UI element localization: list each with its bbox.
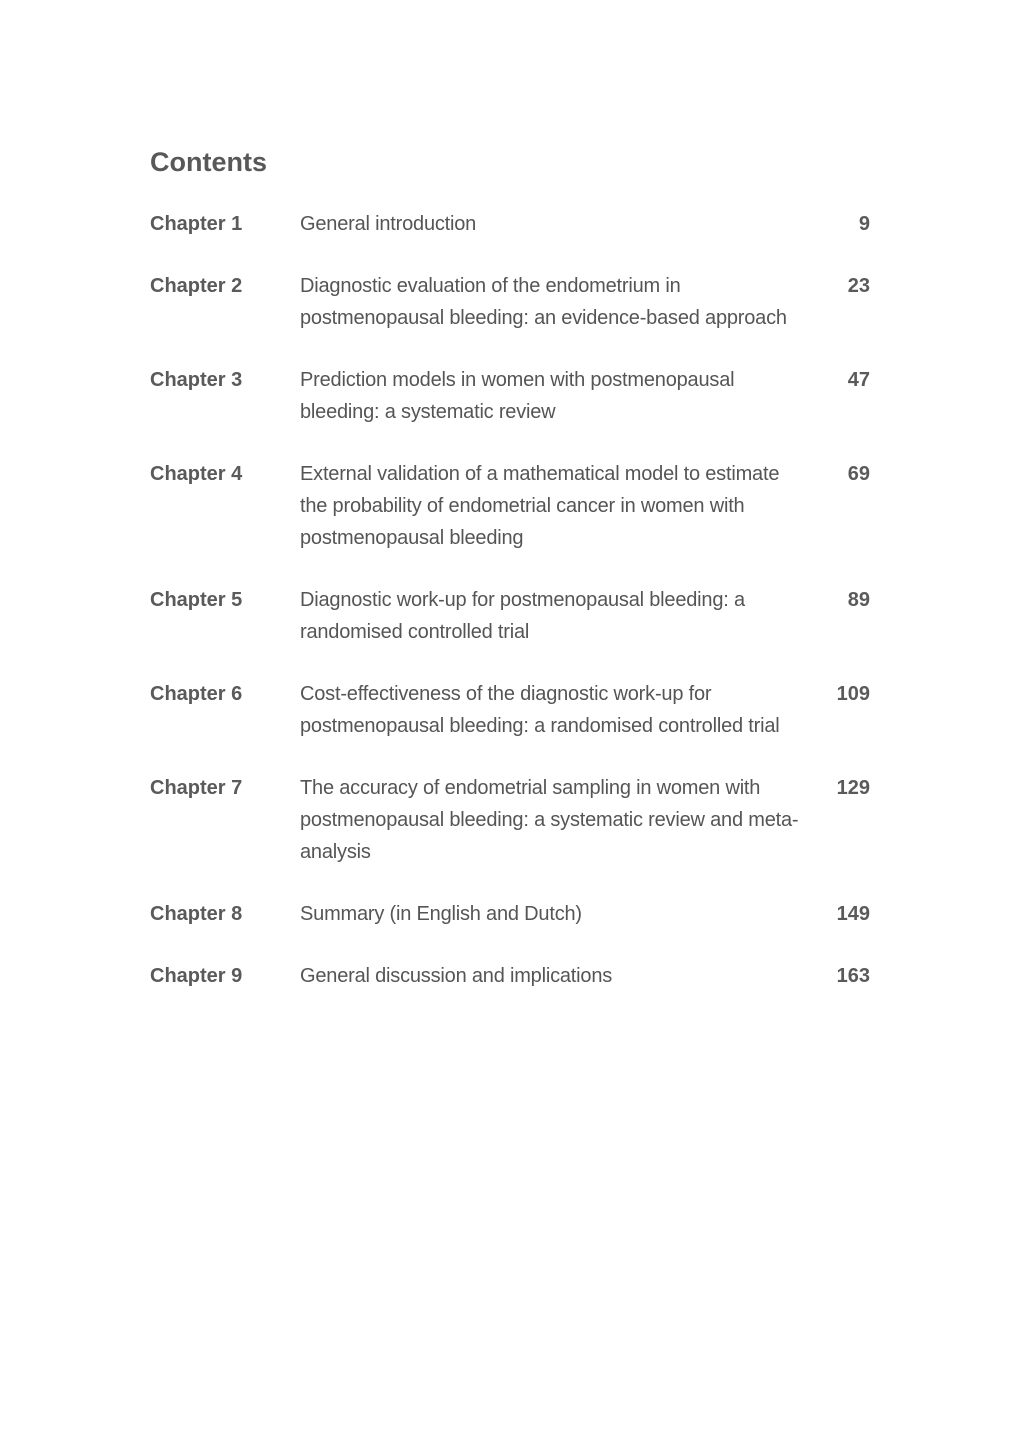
chapter-title: Cost-effectiveness of the diagnostic work-up for postmenopausal bleeding: a randomised controlled trial (300, 683, 780, 737)
toc-entry-chapter-5 (150, 584, 870, 648)
toc-entry-chapter-3 (150, 364, 870, 428)
chapter-label: Chapter 4 (150, 463, 243, 485)
chapter-page-number: 9 (858, 213, 870, 235)
toc-entry-chapter-1 (150, 208, 870, 240)
chapter-title: General discussion and implications (300, 965, 613, 987)
chapter-label: Chapter 8 (150, 903, 243, 925)
page-title: Contents (150, 147, 267, 177)
chapter-page-number: 47 (847, 369, 870, 391)
chapter-page-number: 129 (836, 777, 870, 799)
toc-entry-chapter-2 (150, 270, 870, 334)
contents-page (150, 140, 870, 1022)
chapter-title: External validation of a mathematical model to estimate the probability of endometrial cancer in women with postmenopausal bleeding (300, 463, 780, 549)
table-of-contents (150, 208, 870, 992)
chapter-label: Chapter 6 (150, 683, 243, 705)
chapter-page-number: 23 (847, 275, 870, 297)
chapter-title: The accuracy of endometrial sampling in women with postmenopausal bleeding: a systematic review and meta-analysis (300, 777, 799, 863)
chapter-title: Diagnostic evaluation of the endometrium in postmenopausal bleeding: an evidence-based approach (300, 275, 787, 329)
chapter-title: Prediction models in women with postmenopausal bleeding: a systematic review (300, 369, 735, 423)
toc-entry-chapter-4 (150, 458, 870, 554)
chapter-page-number: 109 (836, 683, 870, 705)
chapter-label: Chapter 5 (150, 589, 243, 611)
chapter-page-number: 89 (847, 589, 870, 611)
chapter-label: Chapter 9 (150, 965, 243, 987)
chapter-page-number: 163 (836, 965, 870, 987)
chapter-page-number: 149 (836, 903, 870, 925)
toc-entry-chapter-6 (150, 678, 870, 742)
chapter-label: Chapter 7 (150, 777, 243, 799)
chapter-label: Chapter 1 (150, 213, 243, 235)
chapter-page-number: 69 (847, 463, 870, 485)
chapter-title: Summary (in English and Dutch) (300, 903, 582, 925)
chapter-title: General introduction (300, 213, 477, 235)
chapter-title: Diagnostic work-up for postmenopausal bleeding: a randomised controlled trial (300, 589, 745, 643)
chapter-label: Chapter 3 (150, 369, 243, 391)
toc-entry-chapter-7 (150, 772, 870, 868)
toc-entry-chapter-8 (150, 898, 870, 930)
chapter-label: Chapter 2 (150, 275, 243, 297)
toc-entry-chapter-9 (150, 960, 870, 992)
